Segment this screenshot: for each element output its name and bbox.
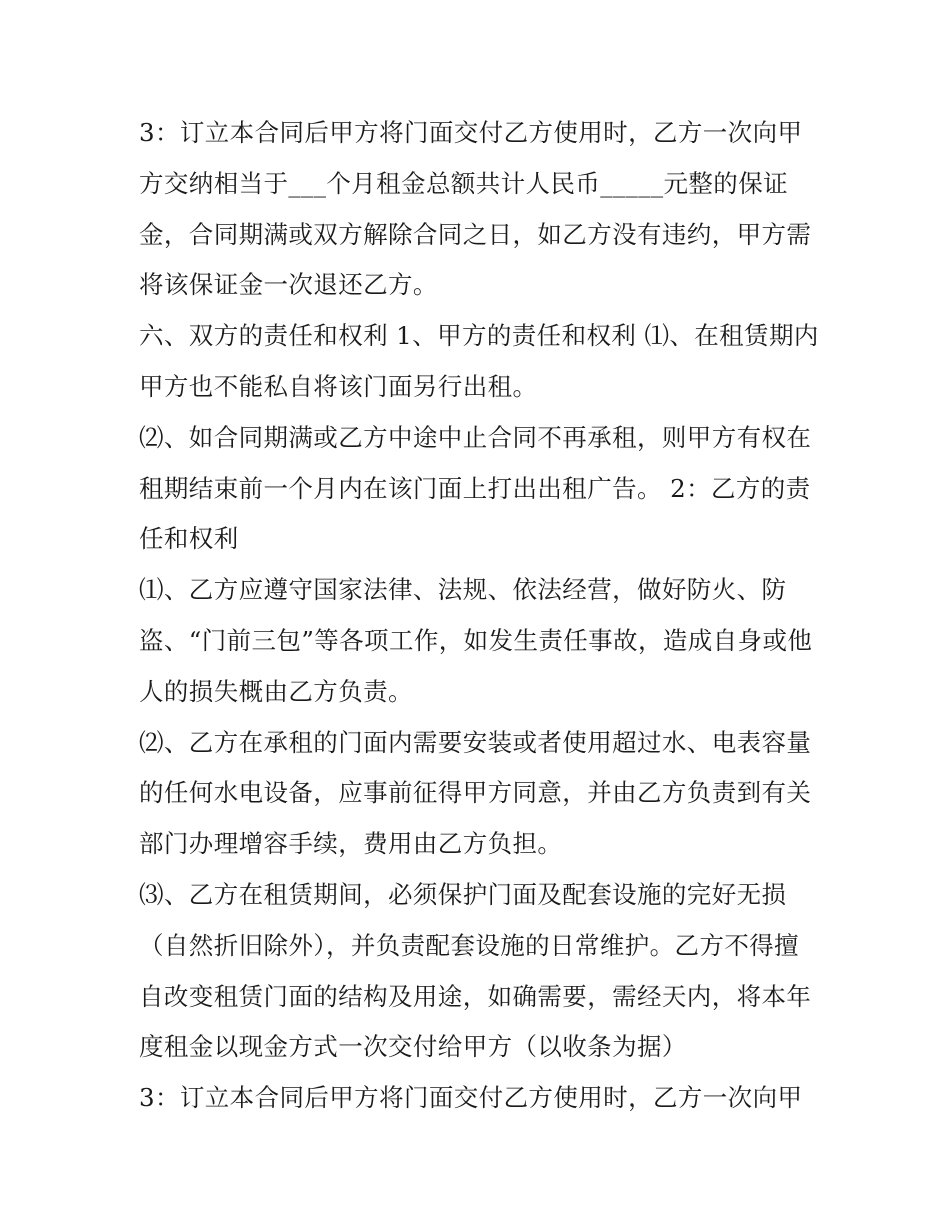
text-line: 度租金以现金方式一次交付给甲方（以收条为据） <box>139 1032 687 1062</box>
text-line: ⑵、如合同期满或乙方中途中止合同不再承租，则甲方有权在 <box>139 422 812 452</box>
text-line: （自然折旧除外），并负责配套设施的日常维护。乙方不得擅 <box>139 930 800 960</box>
text-line: 盗、“门前三包”等各项工作，如发生责任事故，造成自身或他 <box>139 625 813 655</box>
text-line: 甲方也不能私自将该门面另行出租。 <box>139 371 538 401</box>
text-line: ⑶、乙方在租赁期间，必须保护门面及配套设施的完好无损 <box>139 879 787 909</box>
text-line: 金，合同期满或双方解除合同之日，如乙方没有违约，甲方需 <box>139 219 812 249</box>
text-line: 自改变租赁门面的结构及用途，如确需要，需经天内，将本年 <box>139 981 812 1011</box>
text-line: ⑴、乙方应遵守国家法律、法规、依法经营，做好防火、防 <box>139 575 787 605</box>
text-line: 六、双方的责任和权利 1、甲方的责任和权利 ⑴、在租赁期内 <box>139 321 819 351</box>
text-line: 将该保证金一次退还乙方。 <box>139 270 438 300</box>
text-line: 部门办理增容手续，费用由乙方负担。 <box>139 829 563 859</box>
text-line: 任和权利 <box>139 524 239 554</box>
text-line: 3：订立本合同后甲方将门面交付乙方使用时，乙方一次向甲 <box>139 118 803 147</box>
text-line: ⑵、乙方在承租的门面内需要安装或者使用超过水、电表容量 <box>139 727 812 757</box>
text-line: 方交纳相当于___个月租金总额共计人民币_____元整的保证 <box>139 168 788 198</box>
text-line: 租期结束前一个月内在该门面上打出出租广告。 2：乙方的责 <box>139 473 811 503</box>
contract-text <box>139 108 819 1124</box>
text-line: 3：订立本合同后甲方将门面交付乙方使用时，乙方一次向甲 <box>139 1083 803 1113</box>
text-line: 的任何水电设备，应事前征得甲方同意，并由乙方负责到有关 <box>139 778 812 808</box>
text-line: 人的损失概由乙方负责。 <box>139 676 413 706</box>
